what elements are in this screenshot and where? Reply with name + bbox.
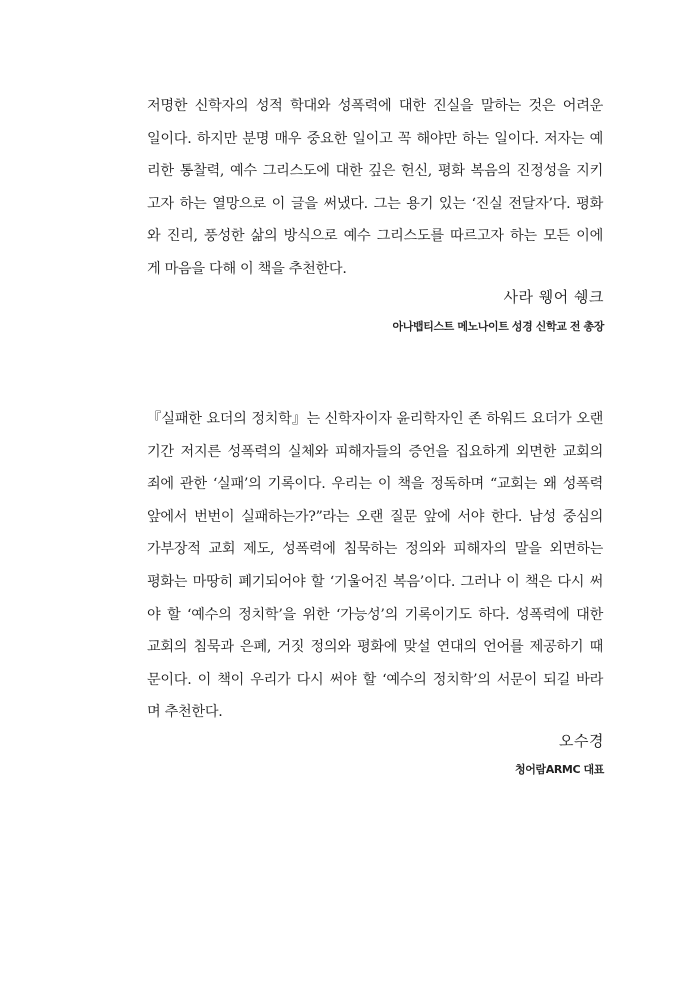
endorsement-1-text	[147, 90, 603, 286]
endorsement-2-line: 앞에서 번번이 실패하는가?”라는 오랜 질문 앞에 서야 한다. 남성 중심의	[147, 508, 603, 525]
endorsement-1-line: 일이다. 하지만 분명 매우 중요한 일이고 꼭 해야만 하는 일이다. 저자는 예	[147, 130, 603, 147]
endorsement-2-affiliation: 청어람ARMC 대표	[515, 763, 604, 776]
endorsement-2-line: 가부장적 교회 제도, 성폭력에 침묵하는 정의와 피해자의 말을 외면하는	[147, 541, 603, 558]
endorsement-1-line: 와 진리, 풍성한 삶의 방식으로 예수 그리스도를 따르고자 하는 모든 이에	[147, 228, 603, 245]
endorsement-2-text	[147, 403, 603, 729]
endorsement-1-affiliation: 아나뱁티스트 메노나이트 성경 신학교 전 총장	[392, 320, 604, 333]
endorsement-2-line: 죄에 관한 ‘실패’의 기록이다. 우리는 이 책을 정독하며 “교회는 왜 성폭력	[147, 476, 603, 493]
endorsement-2-line: 교회의 침묵과 은폐, 거짓 정의와 평화에 맞설 연대의 언어를 제공하기 때	[147, 639, 603, 656]
endorsement-1-line: 저명한 신학자의 성적 학대와 성폭력에 대한 진실을 말하는 것은 어려운	[147, 98, 603, 114]
endorsement-1-line: 고자 하는 열망으로 이 글을 써냈다. 그는 용기 있는 ‘진실 전달자’다. 평화	[147, 195, 603, 212]
endorsement-1-line: 리한 통찰력, 예수 그리스도에 대한 깊은 헌신, 평화 복음의 진정성을 지키	[147, 163, 603, 180]
endorsement-2-line: 평화는 마땅히 폐기되어야 할 ‘기울어진 복음’이다. 그러나 이 책은 다시 써	[147, 573, 603, 590]
endorsement-1-author: 사라 웽어 쉥크	[503, 288, 604, 306]
endorsement-2-line: 문이다. 이 책이 우리가 다시 써야 할 ‘예수의 정치학’의 서문이 되길 바라	[147, 671, 603, 688]
endorsement-2-line: 며 추천한다.	[147, 704, 223, 721]
endorsement-1-line: 게 마음을 다해 이 책을 추천한다.	[147, 260, 347, 277]
endorsement-2-author: 오수경	[559, 732, 604, 750]
endorsement-2-line: 『실패한 요더의 정치학』는 신학자이자 윤리학자인 존 하워드 요더가 오랜	[147, 411, 603, 427]
endorsement-2-line: 기간 저지른 성폭력의 실체와 피해자들의 증언을 집요하게 외면한 교회의	[147, 443, 603, 460]
endorsement-2-line: 야 할 ‘예수의 정치학’을 위한 ‘가능성’의 기록이기도 하다. 성폭력에 대한	[147, 606, 603, 623]
